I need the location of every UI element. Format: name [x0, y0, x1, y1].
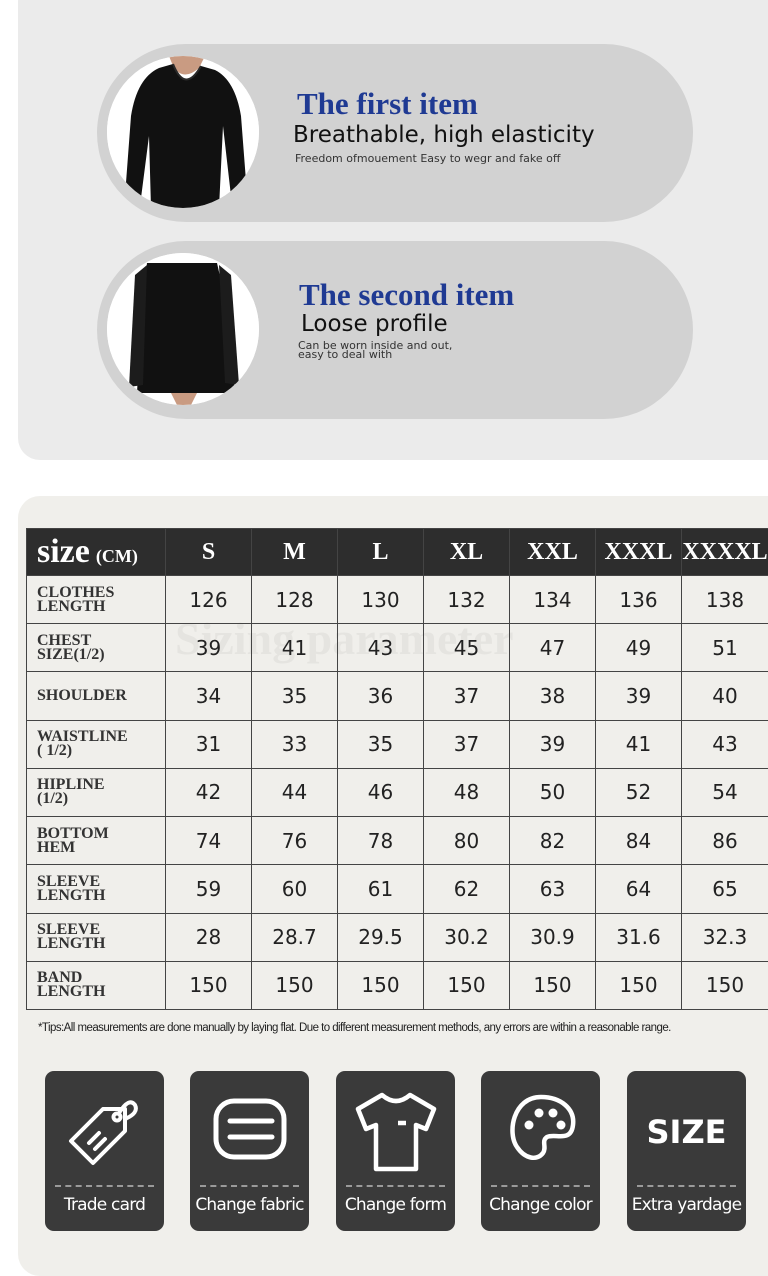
- table-row: [27, 624, 768, 672]
- measurement-cell: 29.5: [338, 913, 424, 961]
- size-header-unit: (CM): [96, 546, 138, 566]
- measurement-cell: 41: [252, 624, 338, 672]
- measurement-cell: 150: [596, 961, 682, 1009]
- measurement-cell: 51: [682, 624, 768, 672]
- measurement-cell: 150: [424, 961, 510, 1009]
- measurement-cell: 38: [510, 672, 596, 720]
- service-badge-change-fabric: [190, 1071, 309, 1231]
- measurement-cell: 30.9: [510, 913, 596, 961]
- measurement-cell: 150: [682, 961, 768, 1009]
- measurement-cell: 39: [166, 624, 252, 672]
- table-header-row: [27, 529, 768, 576]
- column-header-xxxxl: XXXXL: [682, 529, 768, 576]
- fabric-icon: [190, 1085, 309, 1175]
- badge-label: Extra yardage: [627, 1195, 746, 1215]
- tshirt-icon: [336, 1085, 455, 1175]
- measurement-cell: 63: [510, 865, 596, 913]
- product-photo-front: [107, 56, 259, 208]
- measurement-cell: 136: [596, 576, 682, 624]
- feature-note: Freedom ofmouement Easy to wegr and fake off: [295, 152, 560, 165]
- feature-subtitle: Breathable, high elasticity: [293, 122, 595, 148]
- measurement-cell: 61: [338, 865, 424, 913]
- measurement-cell: 44: [252, 768, 338, 816]
- measurement-cell: 138: [682, 576, 768, 624]
- row-label: HIPLINE (1/2): [27, 768, 166, 816]
- size-header-cell: [27, 529, 166, 576]
- measurement-cell: 40: [682, 672, 768, 720]
- table-row: [27, 720, 768, 768]
- table-row: [27, 961, 768, 1009]
- measurement-cell: 74: [166, 817, 252, 865]
- table-row: [27, 768, 768, 816]
- measurement-cell: 37: [424, 720, 510, 768]
- measurement-cell: 28: [166, 913, 252, 961]
- measurement-cell: 42: [166, 768, 252, 816]
- measurement-cell: 39: [510, 720, 596, 768]
- measurement-cell: 84: [596, 817, 682, 865]
- measurement-cell: 37: [424, 672, 510, 720]
- measurement-cell: 64: [596, 865, 682, 913]
- feature-title: The first item: [297, 86, 478, 122]
- row-label: SLEEVE LENGTH: [27, 865, 166, 913]
- measurement-cell: 150: [510, 961, 596, 1009]
- column-header-m: M: [252, 529, 338, 576]
- measurement-cell: 60: [252, 865, 338, 913]
- row-label: BAND LENGTH: [27, 961, 166, 1009]
- badge-divider: [491, 1185, 590, 1187]
- feature-card-second: [97, 241, 693, 419]
- measurement-cell: 76: [252, 817, 338, 865]
- column-header-xxl: XXL: [510, 529, 596, 576]
- column-header-xxxl: XXXL: [596, 529, 682, 576]
- table-row: [27, 817, 768, 865]
- measurement-cell: 80: [424, 817, 510, 865]
- measurement-cell: 62: [424, 865, 510, 913]
- column-header-l: L: [338, 529, 424, 576]
- feature-card-first: [97, 44, 693, 222]
- measurement-cell: 35: [252, 672, 338, 720]
- measurement-cell: 150: [252, 961, 338, 1009]
- measurement-cell: 39: [596, 672, 682, 720]
- measurement-cell: 45: [424, 624, 510, 672]
- size-icon: SIZE: [627, 1113, 746, 1151]
- service-badge-change-form: [336, 1071, 455, 1231]
- measurement-cell: 130: [338, 576, 424, 624]
- measurement-cell: 49: [596, 624, 682, 672]
- measurement-cell: 50: [510, 768, 596, 816]
- service-badge-change-color: [481, 1071, 600, 1231]
- service-badge-extra-yardage: [627, 1071, 746, 1231]
- measurement-cell: 35: [338, 720, 424, 768]
- row-label: SHOULDER: [27, 672, 166, 720]
- row-label: CHEST SIZE(1/2): [27, 624, 166, 672]
- measurement-cell: 33: [252, 720, 338, 768]
- palette-icon: [481, 1085, 600, 1175]
- tag-icon: [45, 1085, 164, 1175]
- measurement-cell: 43: [338, 624, 424, 672]
- measurement-cell: 43: [682, 720, 768, 768]
- badge-label: Change form: [336, 1195, 455, 1215]
- feature-note: Can be worn inside and out, easy to deal with: [298, 341, 452, 359]
- row-label: BOTTOM HEM: [27, 817, 166, 865]
- measurement-cell: 126: [166, 576, 252, 624]
- measurement-cell: 30.2: [424, 913, 510, 961]
- badge-label: Change color: [481, 1195, 600, 1215]
- measurement-cell: 82: [510, 817, 596, 865]
- size-chart-table: [26, 528, 768, 1010]
- row-label: CLOTHES LENGTH: [27, 576, 166, 624]
- measurement-tips: *Tips:All measurements are done manually by laying flat. Due to different measurement methods, any errors are within a reasonable range.: [38, 1022, 768, 1034]
- measurement-cell: 31: [166, 720, 252, 768]
- badge-divider: [200, 1185, 299, 1187]
- measurement-cell: 65: [682, 865, 768, 913]
- measurement-cell: 46: [338, 768, 424, 816]
- measurement-cell: 34: [166, 672, 252, 720]
- measurement-cell: 86: [682, 817, 768, 865]
- measurement-cell: 28.7: [252, 913, 338, 961]
- table-row: [27, 672, 768, 720]
- measurement-cell: 78: [338, 817, 424, 865]
- badge-divider: [346, 1185, 445, 1187]
- table-row: [27, 913, 768, 961]
- table-row: [27, 865, 768, 913]
- table-row: [27, 576, 768, 624]
- size-header-label: size: [37, 533, 90, 570]
- product-photo-back: [107, 253, 259, 405]
- measurement-cell: 31.6: [596, 913, 682, 961]
- row-label: WAISTLINE ( 1/2): [27, 720, 166, 768]
- measurement-cell: 32.3: [682, 913, 768, 961]
- badge-divider: [55, 1185, 154, 1187]
- measurement-cell: 128: [252, 576, 338, 624]
- badge-label: Change fabric: [190, 1195, 309, 1215]
- service-badge-trade-card: [45, 1071, 164, 1231]
- measurement-cell: 132: [424, 576, 510, 624]
- measurement-cell: 54: [682, 768, 768, 816]
- measurement-cell: 150: [338, 961, 424, 1009]
- measurement-cell: 47: [510, 624, 596, 672]
- measurement-cell: 134: [510, 576, 596, 624]
- measurement-cell: 59: [166, 865, 252, 913]
- measurement-cell: 41: [596, 720, 682, 768]
- measurement-cell: 36: [338, 672, 424, 720]
- column-header-xl: XL: [424, 529, 510, 576]
- badge-label: Trade card: [45, 1195, 164, 1215]
- measurement-cell: 48: [424, 768, 510, 816]
- row-label: SLEEVE LENGTH: [27, 913, 166, 961]
- badge-divider: [637, 1185, 736, 1187]
- measurement-cell: 150: [166, 961, 252, 1009]
- column-header-s: S: [166, 529, 252, 576]
- feature-title: The second item: [299, 277, 514, 313]
- feature-subtitle: Loose profile: [301, 311, 448, 337]
- measurement-cell: 52: [596, 768, 682, 816]
